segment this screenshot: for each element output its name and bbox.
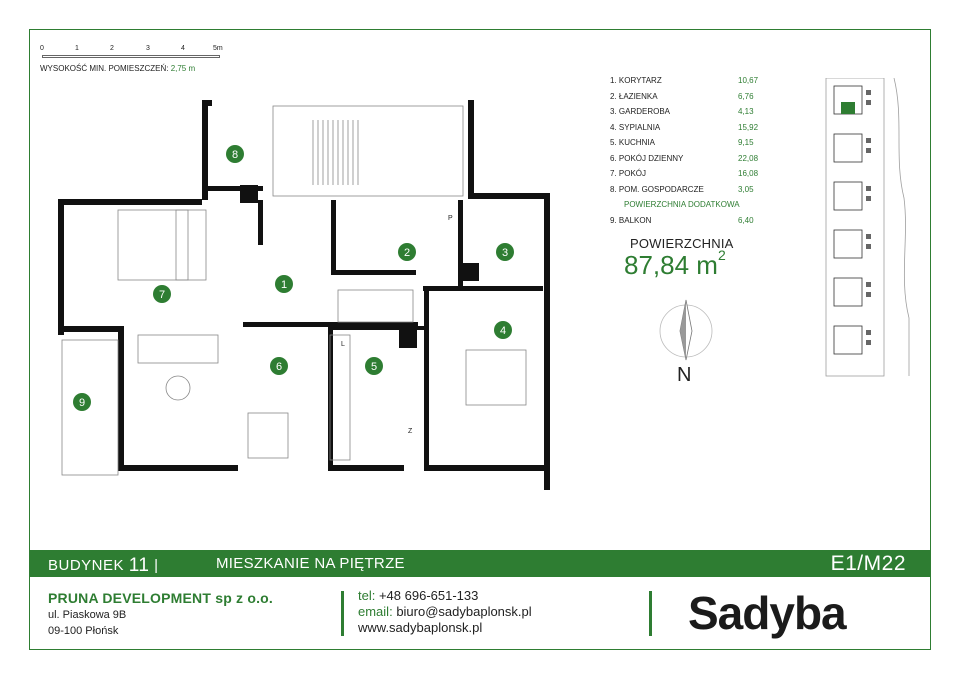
min-height-label: WYSOKOŚĆ MIN. POMIESZCZEŃ: [40,64,169,73]
wall [202,100,212,106]
room-number: 4 [499,325,507,337]
room-name: 3. GARDEROBA [610,107,671,116]
flat-info-bar [30,550,930,577]
total-area-label: POWIERZCHNIA [630,236,734,251]
wall [424,286,429,471]
wall [500,465,550,471]
room-name: 8. POM. GOSPODARCZE [610,184,704,194]
room-number: 8 [231,149,239,161]
min-height-note [40,64,195,73]
sofa-outline [138,335,218,363]
current-flat-highlight [841,102,855,114]
wall [468,100,474,196]
compass-north-label: N [677,364,692,386]
wall [328,326,333,471]
mark-l: L [341,341,345,348]
room-area: 4,13 [738,107,754,116]
room-name: 4. SYPIALNIA [610,122,661,132]
scale-tick: 2 [110,45,114,52]
scale-tick: 4 [181,45,185,52]
wall [58,199,202,205]
room-name: 9. BALKON [610,215,652,225]
room-number: 3 [501,247,509,259]
room-list [610,76,810,231]
room-row [610,107,810,123]
total-area-unit-sup: 2 [717,247,726,264]
room-row [610,138,810,154]
room-area: 10,67 [738,76,759,85]
website-link[interactable]: www.sadybaplonsk.pl [358,620,483,635]
room-area: 3,05 [738,184,754,194]
wall [424,465,500,471]
separator: | [154,557,159,574]
dining-table-outline [248,413,288,458]
room-name: 6. POKÓJ DZIENNY [610,153,684,163]
company-block [48,590,273,638]
wall [423,286,543,291]
building-label: BUDYNEK [48,557,125,574]
company-city: 09-100 Płońsk [48,625,119,637]
room-name: 5. KUCHNIA [610,138,655,147]
room-row [610,185,810,201]
table-outline [166,376,190,400]
email-link[interactable]: biuro@sadybaplonsk.pl [396,604,532,619]
room-number: 1 [280,279,288,291]
room-name: 1. KORYTARZ [610,76,662,85]
room-number: 2 [403,247,411,259]
room-area: 6,76 [738,91,754,101]
room-area: 15,92 [738,122,759,132]
mark-p: P [448,215,453,222]
wall [544,193,550,490]
scale-bar-line [42,55,220,58]
wall [331,270,416,275]
wall [258,200,263,245]
room-row [610,216,810,232]
building-number: 11 [128,555,150,576]
bed-outline [176,210,206,280]
room-number: 6 [275,361,283,373]
room-row [610,169,810,185]
room-row [610,154,810,170]
scale-tick: 3 [146,45,150,52]
scale-tick: 5m [213,45,223,52]
total-area-number: 87,84 m [624,250,718,280]
divider [649,591,652,636]
wall [328,465,404,471]
tel-link[interactable]: +48 696-651-133 [378,588,479,603]
scale-tick: 0 [40,45,44,52]
total-area-value [624,247,726,281]
shaft [399,330,417,348]
room-row [610,123,810,139]
extra-area-heading: POWIERZCHNIA DODATKOWA [624,200,740,209]
building-info [48,554,159,576]
email-label: email: [358,604,393,619]
room-name: 2. ŁAZIENKA [610,91,658,101]
sadyba-logo: Sadyba [688,587,846,639]
room-name: 7. POKÓJ [610,169,647,178]
room-area: 16,08 [738,169,759,178]
bed-outline [466,350,526,405]
wall [202,100,208,200]
stairwell-outline [273,106,463,196]
room-number: 9 [78,397,86,409]
bathtub-outline [338,290,413,322]
wall [118,465,238,471]
contact-block [358,588,532,636]
wall [58,199,64,335]
room-area: 22,08 [738,153,759,163]
wall [118,326,124,471]
company-name: PRUNA DEVELOPMENT sp z o.o. [48,590,274,606]
wall [58,326,124,332]
shaft [240,185,258,203]
room-row [610,92,810,108]
room-number: 5 [370,361,378,373]
building-minimap [824,78,914,378]
flat-type: MIESZKANIE NA PIĘTRZE [216,555,405,572]
company-street: ul. Piaskowa 9B [48,609,127,621]
compass-icon [648,298,724,364]
bed-outline [118,210,188,280]
floor-plan [48,90,558,490]
min-height-value: 2,75 m [170,64,196,73]
room-number: 7 [158,289,166,301]
room-area: 9,15 [738,138,754,147]
wall [331,200,336,275]
flat-code: E1/M22 [830,552,906,575]
divider [341,591,344,636]
room-row [610,76,810,92]
balcony-outline [62,340,118,475]
wall [468,193,544,199]
wall [328,326,424,330]
shaft [461,263,479,281]
room-area: 6,40 [738,215,754,225]
scale-bar [40,45,230,65]
scale-tick: 1 [75,45,79,52]
mark-z: Z [408,428,413,435]
tel-label: tel: [358,588,376,603]
